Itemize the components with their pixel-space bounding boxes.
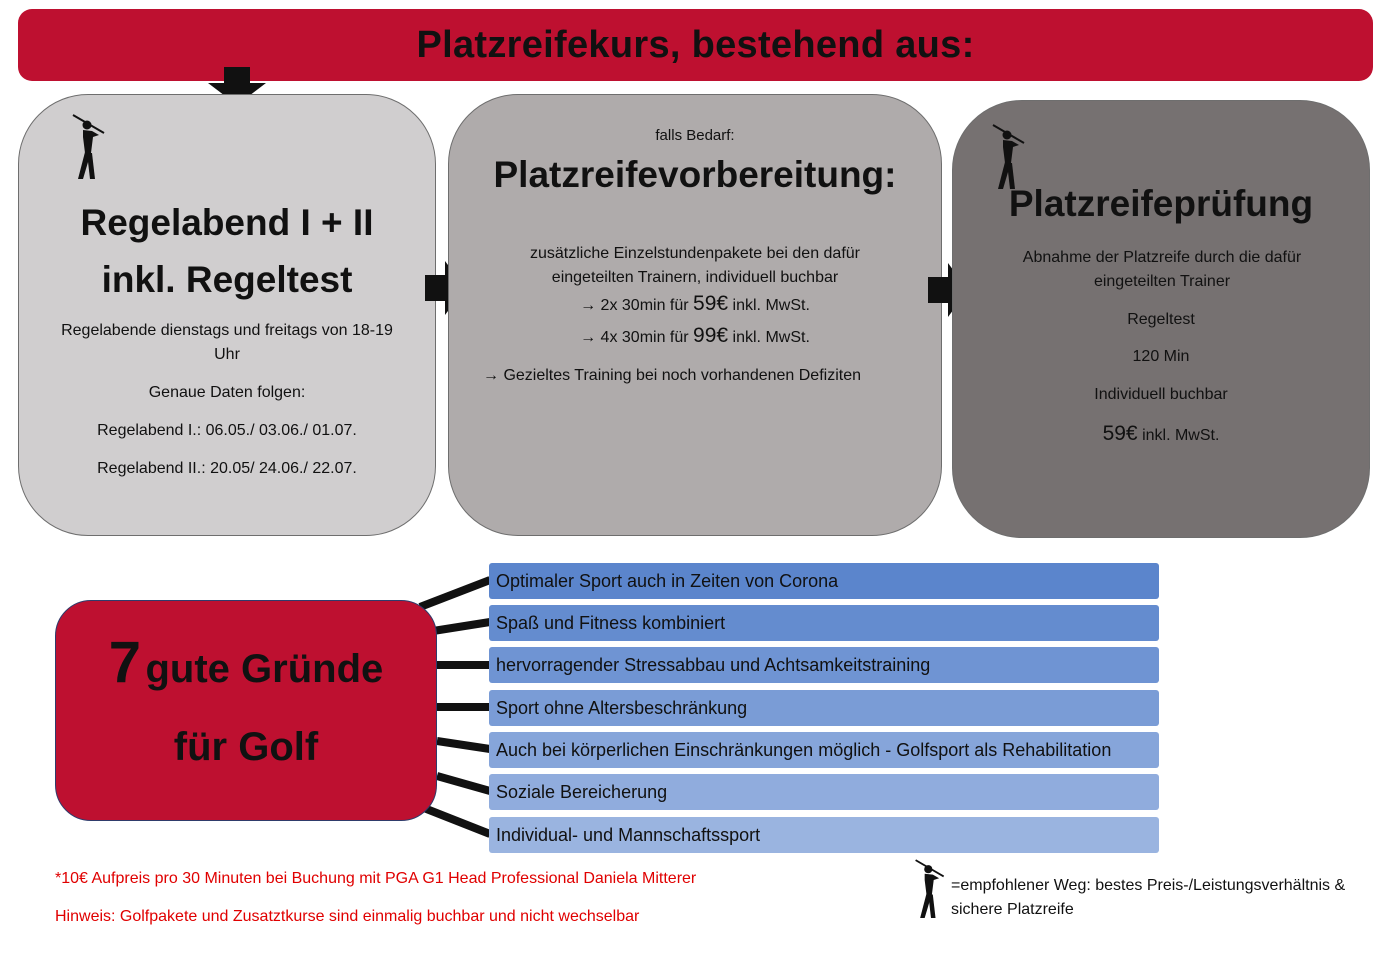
box3-item-3: Individuell buchbar — [1094, 386, 1228, 403]
offer-2-suffix: inkl. MwSt. — [732, 329, 810, 346]
golfer-icon — [912, 857, 950, 923]
box1-dates-note: Genaue Daten folgen: — [148, 384, 306, 401]
seven-reasons-box — [55, 600, 437, 821]
box1-title-line1: Regelabend I + II — [80, 202, 374, 243]
surcharge-footnote: *10€ Aufpreis pro 30 Minuten bei Buchung mit PGA G1 Head Professional Daniela Mitterer — [55, 870, 697, 887]
reason-item: Individual- und Mannschaftssport — [489, 817, 1159, 853]
reasons-heading-line2: für Golf — [173, 725, 319, 769]
exam-price: 59€ — [1102, 422, 1138, 445]
legend-text: =empfohlener Weg: bestes Preis-/Leistungsverhältnis & sichere Platzreife — [951, 877, 1346, 918]
box1-dates-1: Regelabend I.: 06.05./ 03.06./ 01.07. — [97, 422, 357, 439]
box2-pre-title: falls Bedarf: — [655, 127, 735, 144]
box2-title: Platzreifevorbereitung: — [493, 154, 897, 195]
reason-item: Sport ohne Altersbeschränkung — [489, 690, 1159, 726]
box3-description: Abnahme der Platzreife durch die dafür eingeteilten Trainer — [1022, 249, 1302, 290]
offer-2-prefix: → 4x 30min für — [580, 329, 689, 346]
hint-footnote: Hinweis: Golfpakete und Zusatztkurse sind einmalig buchbar und nicht wechselbar — [55, 908, 640, 925]
offer-1-prefix: → 2x 30min für — [580, 297, 689, 314]
reasons-heading-line1 — [56, 629, 436, 696]
box1-dates-2: Regelabend II.: 20.05/ 24.06./ 22.07. — [97, 460, 357, 477]
reasons-heading-rest: gute Gründe — [145, 647, 384, 691]
box2-note: → Gezieltes Training bei noch vorhandenen Defiziten — [483, 367, 861, 384]
box3-title: Platzreifeprüfung — [1008, 183, 1314, 224]
exam-price-suffix: inkl. MwSt. — [1142, 427, 1220, 444]
box1-schedule: Regelabende dienstags und freitags von 18-19 Uhr — [61, 322, 393, 363]
offer-1-price: 59€ — [693, 292, 729, 315]
reason-item: Soziale Bereicherung — [489, 774, 1159, 810]
offer-1-suffix: inkl. MwSt. — [732, 297, 810, 314]
reason-item: Optimaler Sport auch in Zeiten von Corona — [489, 563, 1159, 599]
box2-description: zusätzliche Einzelstundenpakete bei den dafür eingeteilten Trainern, individuell buchbar — [530, 245, 860, 286]
banner-title: Platzreifekurs, bestehend aus: — [416, 23, 975, 66]
reason-item: Spaß und Fitness kombiniert — [489, 605, 1159, 641]
reason-item: Auch bei körperlichen Einschränkungen möglich - Golfsport als Rehabilitation — [489, 732, 1159, 768]
box1-title-line2: inkl. Regeltest — [101, 259, 353, 300]
box3-item-1: Regeltest — [1127, 311, 1195, 328]
box3-item-2: 120 Min — [1132, 348, 1190, 365]
offer-2-price: 99€ — [693, 324, 729, 347]
reason-item: hervorragender Stressabbau und Achtsamkeitstraining — [489, 647, 1159, 683]
reasons-number: 7 — [108, 630, 142, 695]
